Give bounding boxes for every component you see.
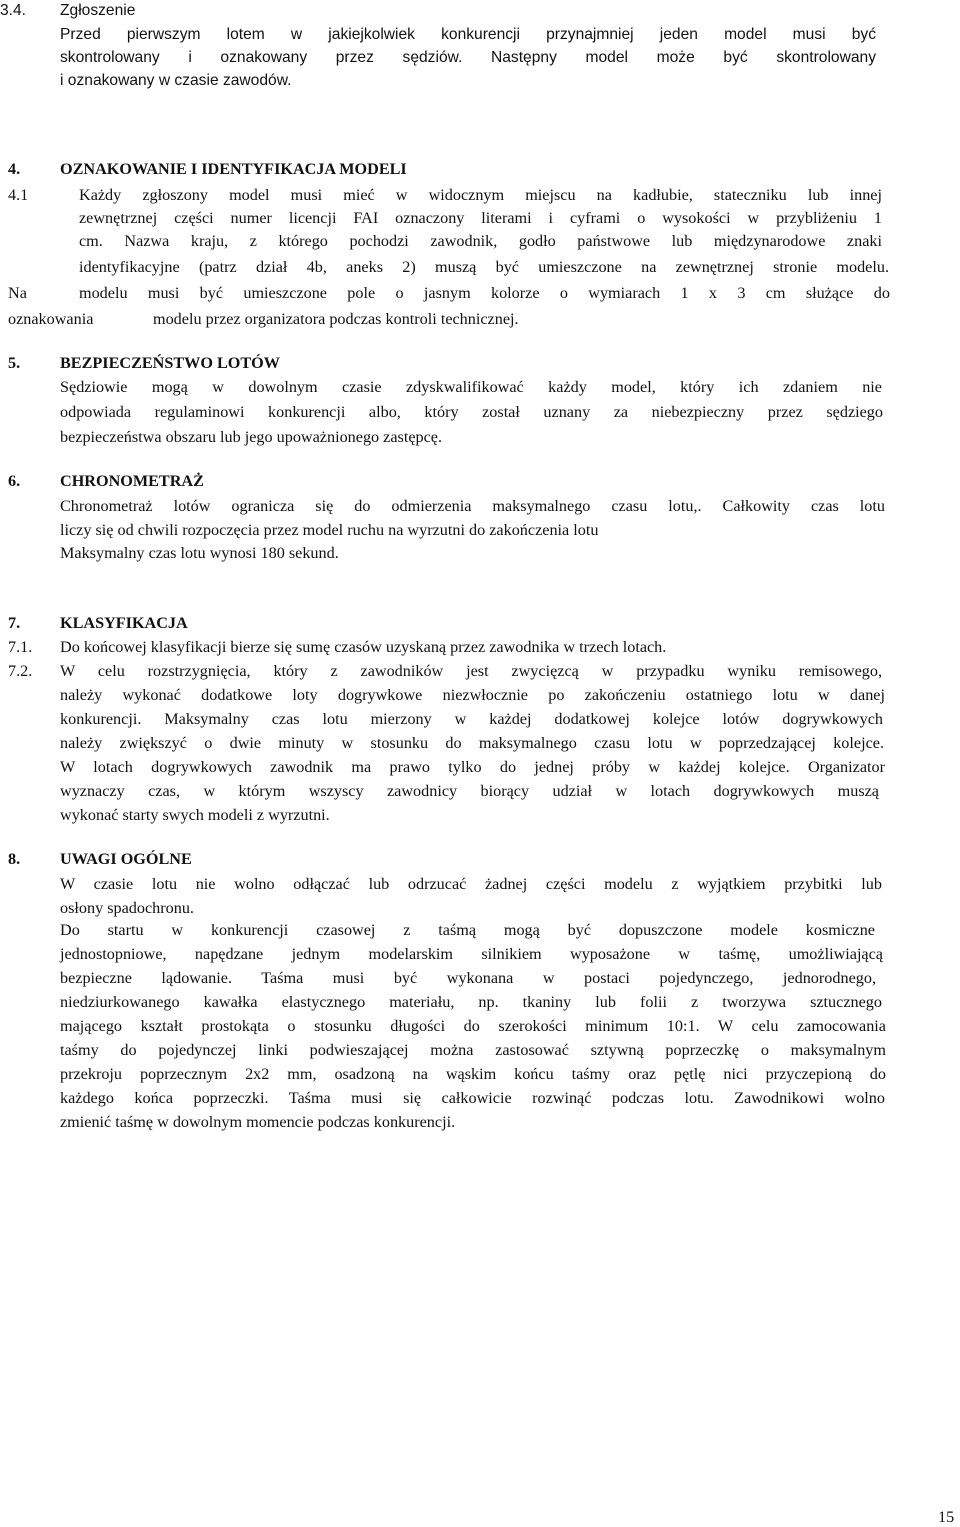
section-4-number: 4. [8, 160, 21, 178]
item-4-1-line: Każdy zgłoszony model musi mieć w widocznym miejscu na kadłubie, stateczniku lub innej [79, 186, 882, 204]
section-6-line: Maksymalny czas lotu wynosi 180 sekund. [60, 544, 339, 562]
item-7-2-line: konkurencji. Maksymalny czas lotu mierzony w każdej dodatkowej kolejce lotów dogrywkowych [60, 710, 883, 728]
section-8-line: mającego kształt prostokąta o stosunku długości do szerokości minimum 10:1. W celu zamocowania [60, 1017, 886, 1035]
item-4-1-line: zewnętrznej części numer licencji FAI oznaczony literami i cyframi o wysokości w przybliżeniu 1 [79, 209, 882, 227]
section-8-number: 8. [8, 850, 21, 868]
item-7-2-line: należy wykonać dodatkowe loty dogrywkowe niezwłocznie po zakończeniu ostatniego lotu w danej [60, 686, 885, 704]
section-8-line: W czasie lotu nie wolno odłączać lub odrzucać żadnej części modelu z wyjątkiem przybitki lub [60, 875, 882, 893]
section-7-number: 7. [8, 614, 21, 632]
section-7-heading: KLASYFIKACJA [60, 614, 188, 632]
item-7-1-number: 7.1. [8, 638, 33, 656]
item-7-1-line: Do końcowej klasyfikacji bierze się sumę czasów uzyskaną przez zawodnika w trzech lotach. [60, 638, 667, 656]
section-3-4-line: Przed pierwszym lotem w jakiejkolwiek konkurencji przynajmniej jeden model musi być [60, 26, 876, 43]
section-8-line: każdego końca poprzeczki. Taśma musi się całkowicie rozwinąć podczas lotu. Zawodnikowi wolno [60, 1089, 885, 1107]
item-7-2-line: W lotach dogrywkowych zawodnik ma prawo tylko do jednej próby w każdej kolejce. Organizator [60, 758, 885, 776]
item-7-2-line: wykonać starty swych modeli z wyrzutni. [60, 806, 330, 824]
item-7-2-line: W celu rozstrzygnięcia, który z zawodników jest zwycięzcą w przypadku wyniku remisowego, [60, 662, 882, 680]
section-5-heading: BEZPIECZEŃSTWO LOTÓW [60, 354, 280, 372]
section-8-line: jednostopniowe, napędzane jednym modelarskim silnikiem wyposażone w taśmę, umożliwiającą [60, 945, 883, 963]
section-3-4-line: i oznakowany w czasie zawodów. [60, 72, 292, 89]
section-6-number: 6. [8, 472, 21, 490]
section-4-extra-lead: oznakowania [8, 310, 94, 328]
section-5-line: odpowiada regulaminowi konkurencji albo, który został uznany za niebezpieczny przez sędziego [60, 403, 883, 421]
item-7-2-line: wyznaczy czas, w którym wszyscy zawodnicy biorący udział w lotach dogrywkowych muszą [60, 782, 879, 800]
item-7-2-line: należy zwiększyć o dwie minuty w stosunku do maksymalnego czasu lotu w poprzedzającej kolejce. [60, 734, 884, 752]
item-4-1-line: identyfikacyjne (patrz dział 4b, aneks 2) muszą być umieszczone na zewnętrznej stronie modelu. [79, 258, 889, 276]
section-8-line: niedziurkowanego kawałka elastycznego materiału, np. tkaniny lub folii z tworzywa sztucznego [60, 993, 882, 1011]
section-8-line: zmienić taśmę w dowolnym momencie podczas konkurencji. [60, 1113, 456, 1131]
section-4-extra-line: modelu przez organizatora podczas kontroli technicznej. [153, 310, 519, 328]
section-5-line: Sędziowie mogą w dowolnym czasie zdyskwalifikować każdy model, który ich zdaniem nie [60, 378, 882, 396]
page-number: 15 [938, 1508, 955, 1526]
item-7-2-number: 7.2. [8, 662, 33, 680]
section-5-number: 5. [8, 354, 21, 372]
section-4-heading: OZNAKOWANIE I IDENTYFIKACJA MODELI [60, 160, 407, 178]
section-5-line: bezpieczeństwa obszaru lub jego upoważnionego zastępcę. [60, 428, 443, 446]
section-3-4-line: skontrolowany i oznakowany przez sędziów. Następny model może być skontrolowany [60, 49, 876, 66]
section-8-line: Do startu w konkurencji czasowej z taśmą mogą być dopuszczone modele kosmiczne [60, 921, 875, 939]
section-8-heading: UWAGI OGÓLNE [60, 850, 192, 868]
section-8-line: przekroju poprzecznym 2x2 mm, osadzoną na wąskim końcu taśmy oraz pętlę nici przyczepioną do [60, 1065, 886, 1083]
section-6-heading: CHRONOMETRAŻ [60, 472, 204, 490]
section-3-4-number: 3.4. [0, 2, 27, 19]
section-3-4-title: Zgłoszenie [60, 2, 136, 19]
section-6-line: liczy się od chwili rozpoczęcia przez model ruchu na wyrzutni do zakończenia lotu [60, 521, 599, 539]
item-4-1-line: cm. Nazwa kraju, z którego pochodzi zawodnik, godło państwowe lub międzynarodowe znaki [79, 232, 882, 250]
section-8-line: bezpieczne lądowanie. Taśma musi być wykonana w postaci pojedynczego, jednorodnego, [60, 969, 876, 987]
section-8-line: osłony spadochronu. [60, 899, 194, 917]
item-4-1-number: 4.1 [8, 186, 29, 204]
section-6-line: Chronometraż lotów ogranicza się do odmierzenia maksymalnego czasu lotu,. Całkowity czas lotu [60, 497, 885, 515]
section-4-extra-line: modelu musi być umieszczone pole o jasnym kolorze o wymiarach 1 x 3 cm służące do [79, 284, 890, 302]
section-4-extra-lead: Na [8, 284, 27, 302]
section-8-line: taśmy do pojedynczej linki podwieszającej można zastosować sztywną poprzeczkę o maksymalnym [60, 1041, 886, 1059]
